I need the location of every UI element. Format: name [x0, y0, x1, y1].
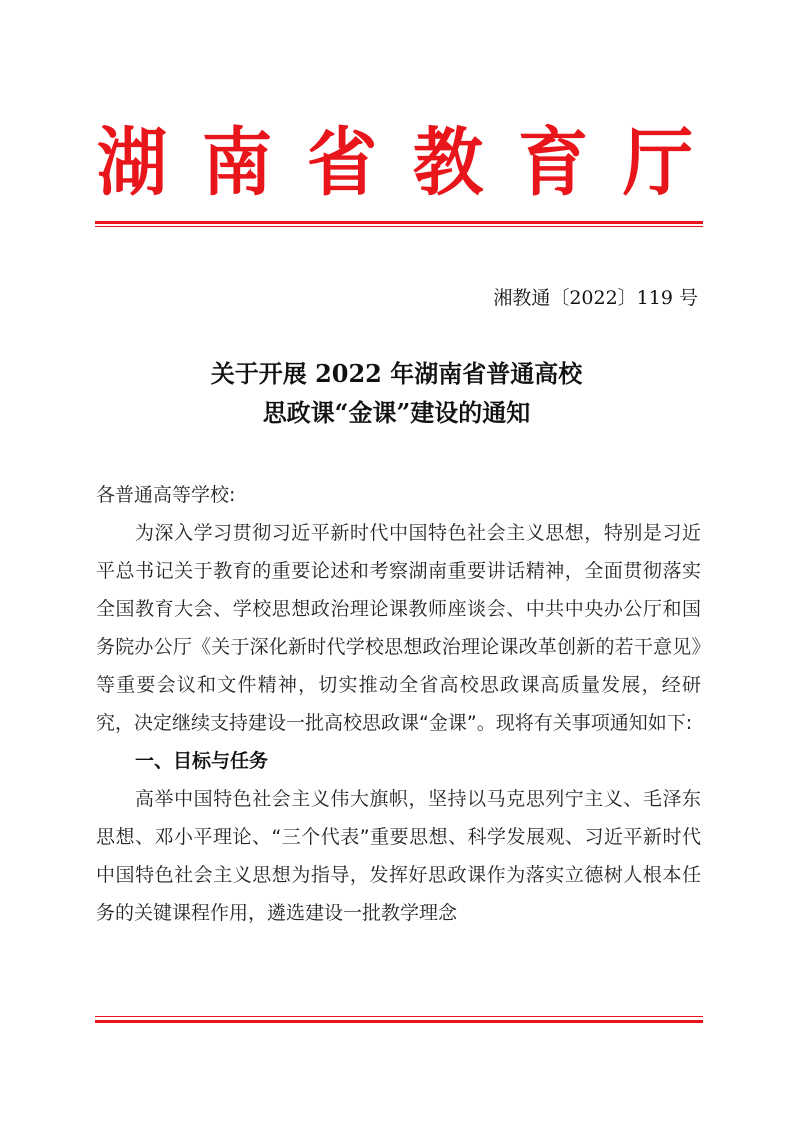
masthead-char: 育 — [517, 120, 588, 206]
masthead-char: 教 — [412, 120, 483, 206]
document-number: 湘教通〔2022〕119 号 — [493, 287, 698, 309]
footer-divider-thick — [95, 1020, 703, 1023]
document-title-line-2: 思政课“金课”建设的通知 — [262, 398, 531, 427]
document-title-line-1: 关于开展 2022 年湖南省普通高校 — [210, 359, 583, 388]
masthead-char: 省 — [307, 120, 378, 206]
addressee: 各普通高等学校: — [96, 484, 236, 506]
masthead-divider-thick — [95, 221, 703, 224]
masthead-char: 南 — [202, 120, 273, 206]
masthead-char: 厅 — [622, 120, 694, 206]
masthead-char: 湖 — [96, 120, 168, 206]
intro-paragraph: 为深入学习贯彻习近平新时代中国特色社会主义思想，特别是习近平总书记关于教育的重要论述和考察湖南重要讲话精神，全面贯彻落实全国教育大会、学校思想政治理论课教师座谈会、中共中央办公厅和国务院办公厅《关于深化新时代学校思想政治理论课改革创新的若干意见》等重要会议和文件精神，切实推动全省高校思政课高质量发展，经研究，决定继续支持建设一批高校思政课“金课”。现将有关事项通知如下: — [96, 522, 701, 734]
section-heading: 一、目标与任务 — [135, 750, 269, 772]
masthead-title — [95, 118, 695, 208]
masthead-divider-thin — [95, 226, 703, 227]
section-paragraph: 高举中国特色社会主义伟大旗帜，坚持以马克思列宁主义、毛泽东思想、邓小平理论、“三个代表”重要思想、科学发展观、习近平新时代中国特色社会主义思想为指导，发挥好思政课作为落实立德树人根本任务的关键课程作用，遴选建设一批教学理念 — [96, 788, 701, 924]
document-body — [96, 476, 701, 932]
footer-divider-thin — [95, 1016, 703, 1017]
